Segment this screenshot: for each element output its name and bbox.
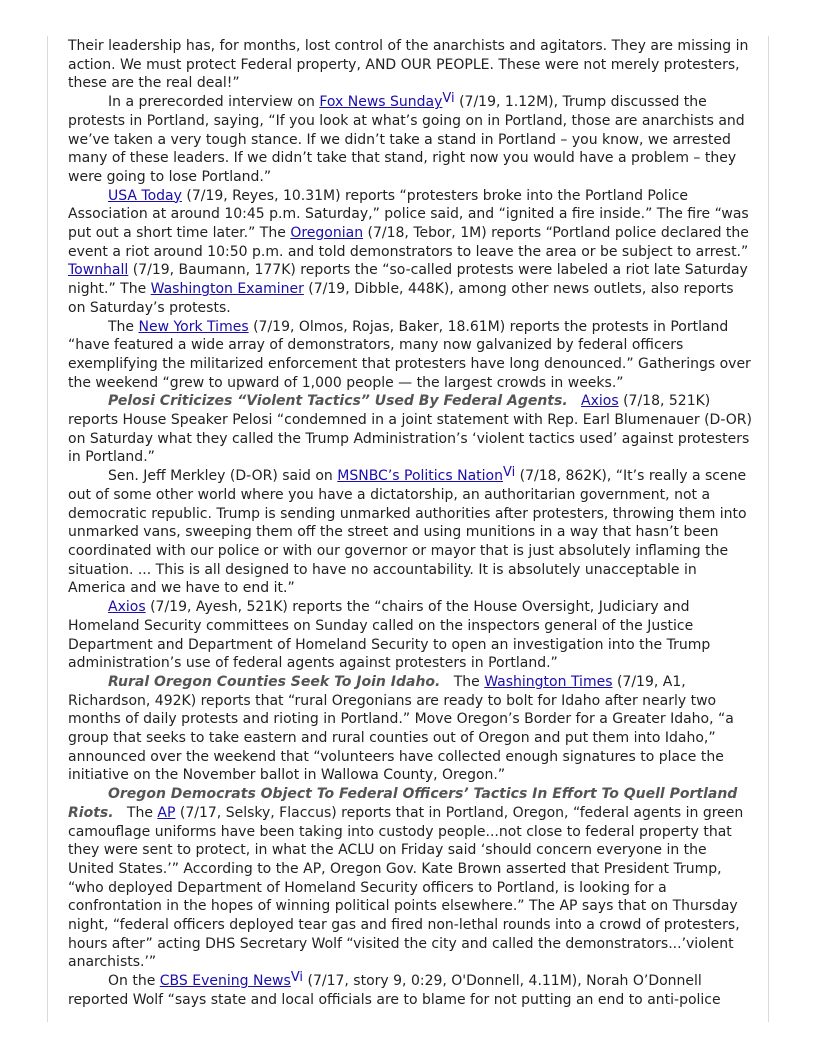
article-body <box>68 37 754 1010</box>
link-washington-examiner[interactable]: Washington Examiner <box>150 281 304 298</box>
right-margin-rule <box>768 36 769 1022</box>
link-new-york-times[interactable]: New York Times <box>138 318 249 335</box>
paragraph-trump-quote: Their leadership has, for months, lost control of the anarchists and agitators. They are missing in action. We must protect Federal property, AND OUR PEOPLE. These were not merely protesters, these are the real deal!” <box>68 38 749 92</box>
paragraph-fox-news: In a prerecorded interview on Fox News Sunday$^{Vi}$ (7/19, 1.12M), Trump discussed the protests in Portland, saying, “If you look at what’s going on in Portland, those are anarchists and we’ve taken a very tough stance. If we didn’t take a stand in Portland – you know, we arrested many of these leaders. If we didn’t take that stand, right now you would have a problem – they were going to lose Portland.” <box>68 91 745 185</box>
paragraph-cbs-evening-news: On the CBS Evening News$^{Vi}$ (7/17, story 9, 0:29, O'Donnell, 4.11M), Norah O’Donnell reported Wolf “says state and local officials are to blame for not putting an end to anti-police <box>68 970 721 1008</box>
paragraph-new-york-times: The New York Times (7/19, Olmos, Rojas, Baker, 18.61M) reports the protests in Portland “have featured a wide array of demonstrators, many now galvanized by federal officers exemplifying the militarized enforcement that protesters have long denounced.” Gatherings over the weekend “grew to upward of 1,000 people — the largest crowds in weeks.” <box>68 318 751 391</box>
video-icon[interactable]: Vi <box>442 91 455 107</box>
paragraph-oregon-democrats: Oregon Democrats Object To Federal Officers’ Tactics In Effort To Quell Portland Riots. The AP (7/17, Selsky, Flaccus) reports that in Portland, Oregon, “federal agents in green camouflage uniforms have been taking into custody people...not close to federal property that they were sent to protect, in what the ACLU on Friday said ‘should concern everyone in the United States.’” According to the AP, Oregon Gov. Kate Brown asserted that President Trump, “who deployed Department of Homeland Security officers to Portland, is looking for a confrontation in the hopes of winning political points elsewhere.” The AP says that on Thursday night, “federal officers deployed tear gas and fired non-lethal rounds into a crowd of protesters, hours after” acting DHS Secretary Wolf “visited the city and called the demonstrators...’violent anarchists.’” <box>68 786 744 971</box>
link-ap[interactable]: AP <box>157 804 176 821</box>
left-margin-rule <box>47 36 48 1022</box>
link-cbs-evening-news[interactable]: CBS Evening News <box>159 973 291 990</box>
paragraph-axios-committees: Axios (7/19, Ayesh, 521K) reports the “chairs of the House Oversight, Judiciary and Homeland Security committees on Sunday called on the inspectors general of the Justice Department and Department of Homeland Security to open an investigation into the Trump administration’s use of federal agents against protesters in Portland.” <box>68 599 711 672</box>
link-axios-pelosi[interactable]: Axios <box>581 393 619 410</box>
section-heading-pelosi: Pelosi Criticizes “Violent Tactics” Used By Federal Agents. <box>108 393 568 410</box>
link-fox-news-sunday[interactable]: Fox News Sunday <box>319 94 443 111</box>
link-washington-times[interactable]: Washington Times <box>484 673 613 690</box>
paragraph-usa-today: USA Today (7/19, Reyes, 10.31M) reports “protesters broke into the Portland Police Association at around 10:45 p.m. Saturday,” police said, and “ignited a fire inside.” The fire “was put out a short time later.” The Oregonian (7/18, Tebor, 1M) reports “Portland police declared the event a riot around 10:50 p.m. and told demonstrators to leave the area or be subject to arrest.” Townhall (7/19, Baumann, 177K) reports the “so-called protests were labeled a riot late Saturday night.” The Washington Examiner (7/19, Dibble, 448K), among other news outlets, also reports on Saturday’s protests. <box>68 187 749 316</box>
video-icon[interactable]: Vi <box>290 970 304 986</box>
paragraph-rural-oregon: Rural Oregon Counties Seek To Join Idaho. The Washington Times (7/19, A1, Richardson, 492K) reports that “rural Oregonians are ready to bolt for Idaho after nearly two months of daily protests and rioting in Portland.” Move Oregon’s Border for a Greater Idaho, “a group that seeks to take eastern and rural counties out of Oregon and put them into Idaho,” announced over the weekend that “volunteers have collected enough signatures to place the initiative on the November ballot in Wallowa County, Oregon.” <box>68 673 734 784</box>
link-townhall[interactable]: Townhall <box>68 262 129 279</box>
link-usa-today[interactable]: USA Today <box>108 187 182 204</box>
paragraph-merkley: Sen. Jeff Merkley (D-OR) said on MSNBC’s Politics Nation$^{Vi}$ (7/18, 862K), “It’s really a scene out of some other world where you have a dictatorship, an authoritarian government, not a democratic republic. Trump is sending unmarked authorities after protesters, throwing them into unmarked vans, sweeping them off the street and using munitions in a way that hasn’t been coordinated with our police or with our governor or mayor that is just absolutely inflaming the situation. ... This is all designed to have no accountability. It is absolutely unacceptable in America and we have to end it.” <box>68 465 747 597</box>
paragraph-pelosi: Pelosi Criticizes “Violent Tactics” Used By Federal Agents. Axios (7/18, 521K) reports House Speaker Pelosi “condemned in a joint statement with Rep. Earl Blumenauer (D-OR) on Saturday what they called the Trump Administration’s ‘violent tactics used’ against protesters in Portland.” <box>68 393 752 466</box>
link-msnbc-politics-nation[interactable]: MSNBC’s Politics Nation <box>337 468 503 485</box>
link-oregonian[interactable]: Oregonian <box>290 225 364 242</box>
link-axios-committees[interactable]: Axios <box>108 599 146 616</box>
video-icon[interactable]: Vi <box>503 465 516 481</box>
section-heading-rural-oregon: Rural Oregon Counties Seek To Join Idaho. <box>108 673 441 690</box>
section-heading-oregon-democrats: Oregon Democrats Object To Federal Officers’ Tactics In Effort To Quell Portland Riots. <box>68 786 738 821</box>
